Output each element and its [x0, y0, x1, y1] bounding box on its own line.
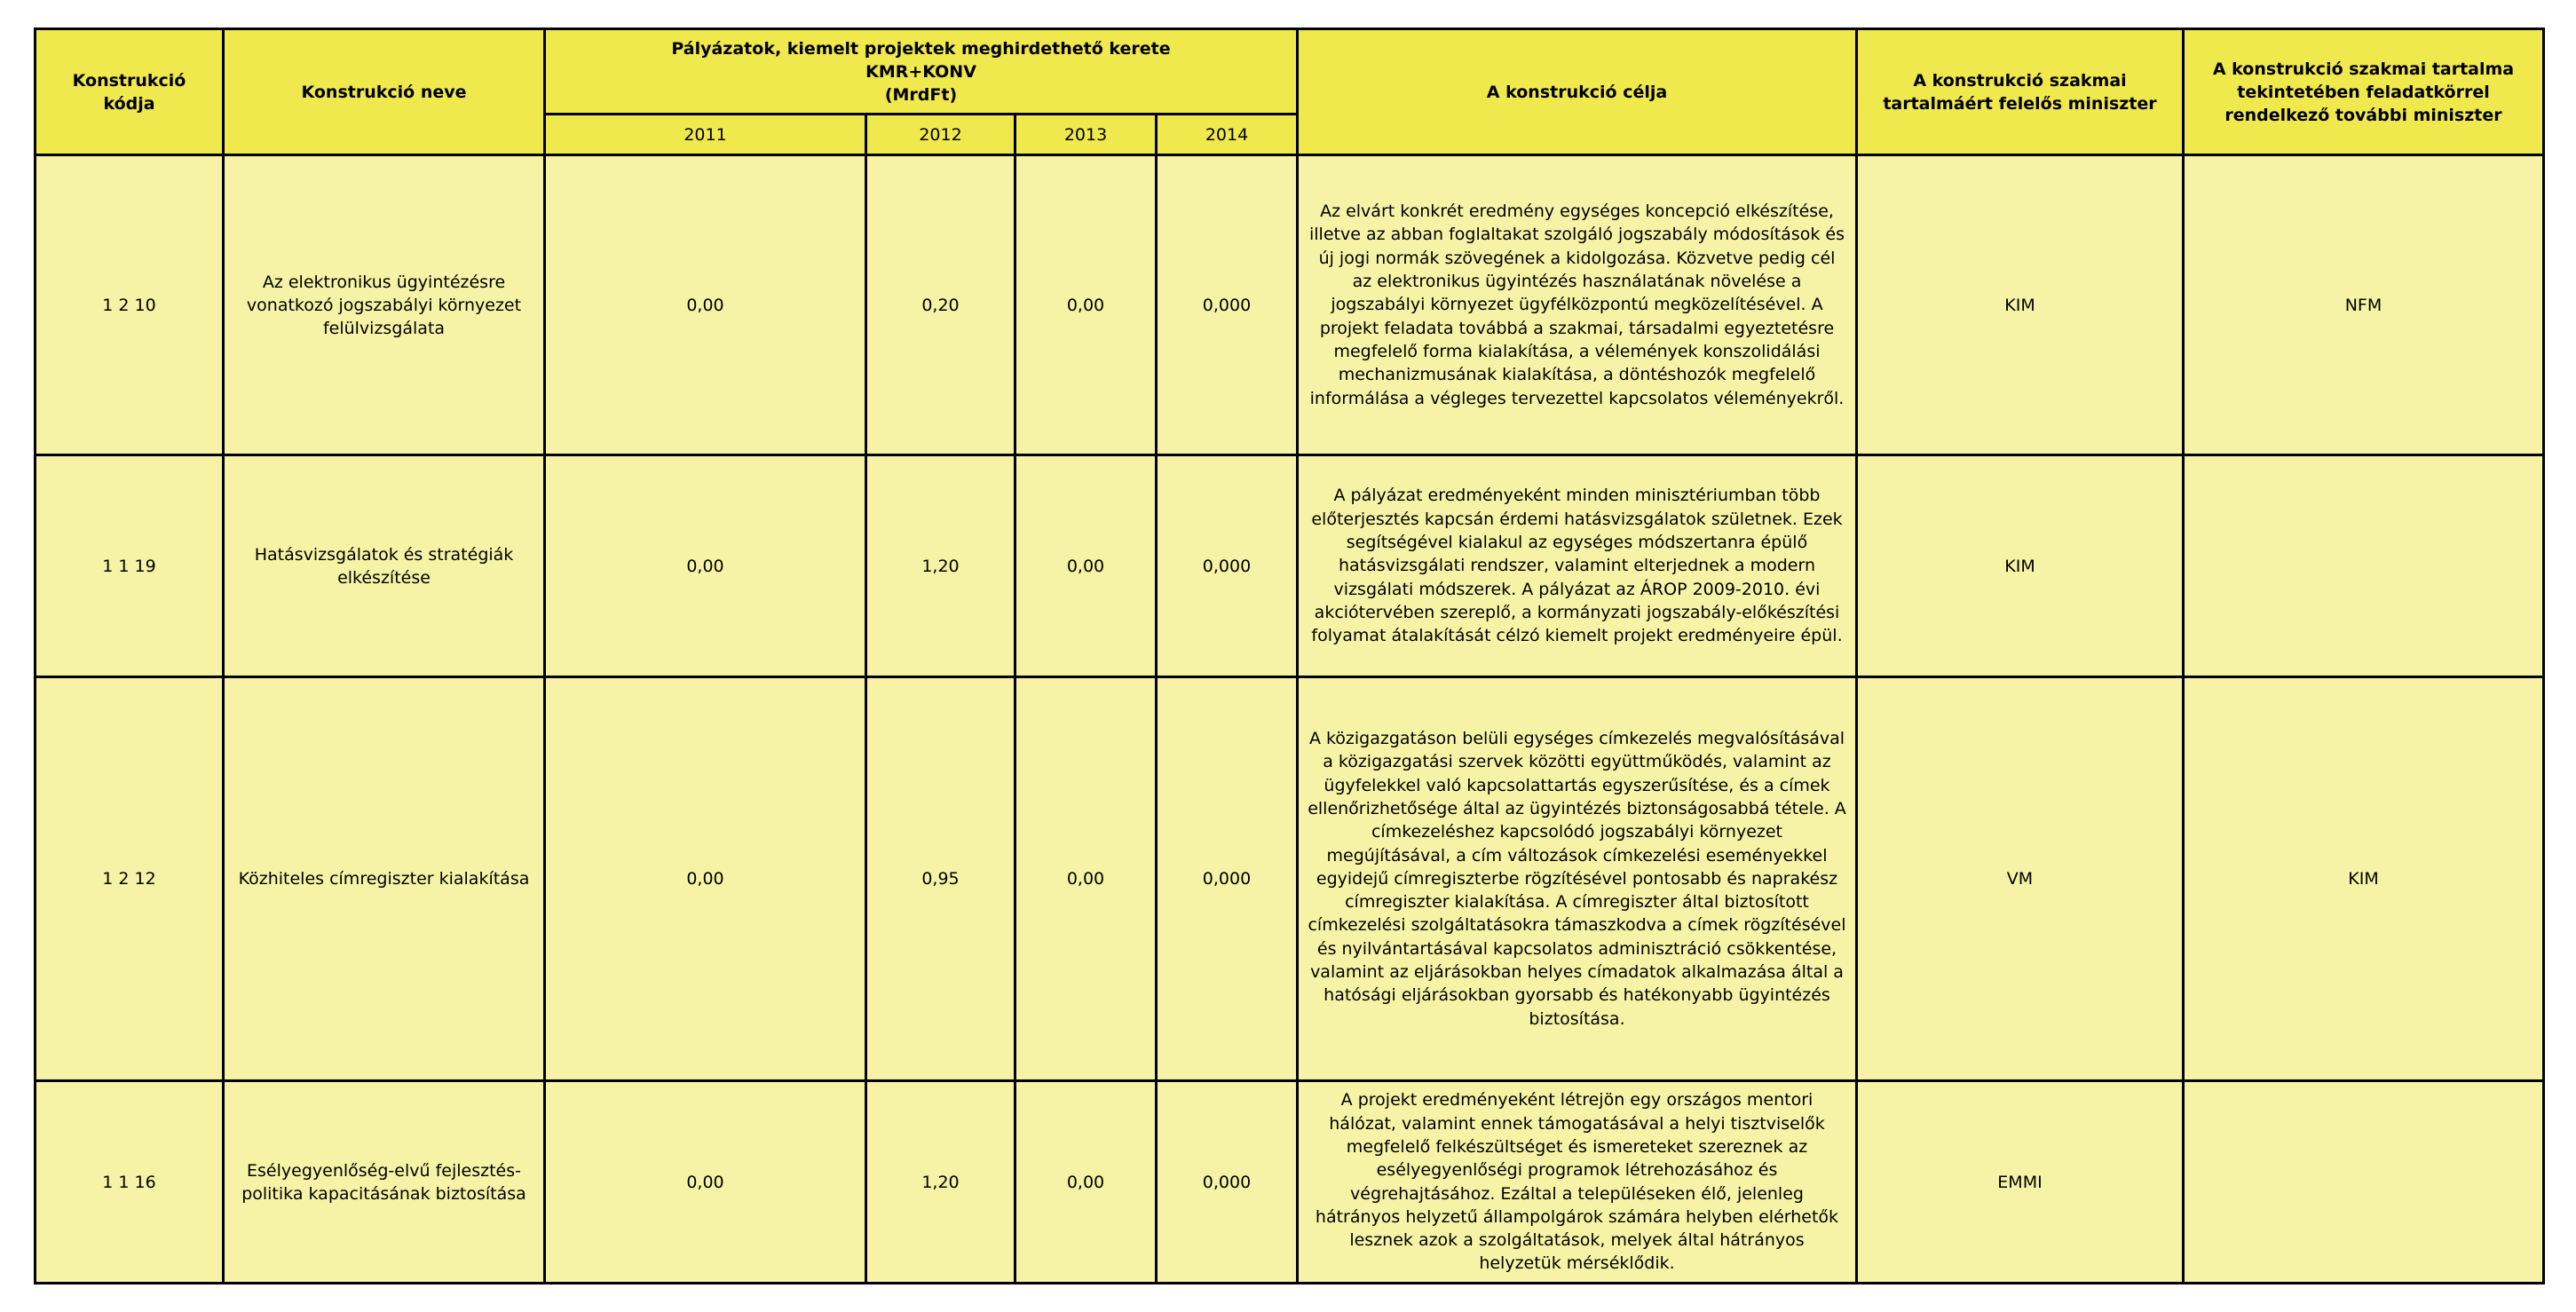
header-other-minister-line: rendelkező további miniszter [2224, 105, 2502, 125]
row-goal-line: az elektronikus ügyintézés használatának növelése a [1352, 272, 1802, 292]
row-name [224, 677, 545, 1081]
row-name-line: Hatásvizsgálatok és stratégiák [254, 544, 514, 565]
row-goal-line: címkezelési szolgáltatásokra támaszkodva a címek rögzítésével [1308, 915, 1846, 936]
header-year-2012: 2012 [866, 115, 1015, 155]
row-name [224, 455, 545, 677]
header-year-2014: 2014 [1157, 115, 1298, 155]
row-goal-line: előterjesztés kapcsán érdemi hatásvizsgálatok születnek. Ezek [1311, 509, 1843, 529]
construction-table [34, 28, 2545, 1284]
row-goal-line: egyidejű címregiszterbe rögzítésével pontosabb és naprakész [1316, 868, 1838, 889]
row-goal-line: új jogi normák szövegének a kidolgozása. Közvetve pedig cél [1318, 248, 1836, 268]
table-row [36, 155, 2544, 455]
row-goal-line: lesznek azok a szolgáltatások, melyek által hátrányos [1349, 1230, 1805, 1251]
row-other-minister: NFM [2184, 155, 2544, 455]
row-value-2012: 0,95 [866, 677, 1015, 1081]
row-name-line: politika kapacitásának biztosítása [241, 1183, 526, 1204]
row-minister: VM [1857, 677, 2184, 1081]
header-budget-line: Pályázatok, kiemelt projektek meghirdethető kerete [671, 38, 1171, 59]
row-code: 1 2 12 [36, 677, 224, 1081]
row-goal-line: A pályázat eredményeként minden minisztériumban több [1333, 486, 1821, 506]
header-minister [1857, 29, 2184, 155]
row-minister: KIM [1857, 155, 2184, 455]
row-goal [1298, 677, 1857, 1081]
row-minister: EMMI [1857, 1081, 2184, 1284]
row-value-2012: 1,20 [866, 1081, 1015, 1284]
row-code: 1 1 19 [36, 455, 224, 677]
header-year-2011: 2011 [545, 115, 866, 155]
row-goal-line: valamint az eljárásokban helyes címadatok alkalmazása által a [1310, 962, 1844, 983]
row-value-2011: 0,00 [545, 677, 866, 1081]
row-value-2013: 0,00 [1015, 1081, 1157, 1284]
header-budget-line: KMR+KONV [865, 61, 976, 82]
row-goal [1298, 455, 1857, 677]
row-goal-line: segítségével kialakul az egységes módszertanra épülő [1346, 533, 1808, 553]
row-other-minister [2184, 1081, 2544, 1284]
row-goal-line: és nyilvántartásával kapcsolatos adminisztráció csökkentése, [1316, 938, 1837, 959]
row-name-line: elkészítése [337, 567, 431, 588]
row-value-2011: 0,00 [545, 155, 866, 455]
header-name: Konstrukció neve [224, 29, 545, 155]
row-name-line: Közhiteles címregiszter kialakítása [238, 869, 530, 889]
header-minister-line: tartalmáért felelős miniszter [1883, 93, 2157, 114]
row-goal-line: Az elvárt konkrét eredmény egységes koncepció elkészítése, [1320, 202, 1834, 222]
row-name-line: Az elektronikus ügyintézésre [262, 272, 506, 292]
row-goal-line: megfelelő felkészültséget és ismereteket szereznek az [1346, 1136, 1808, 1157]
row-goal-line: akciótervében szereplő, a kormányzati jogszabály-előkészítési [1314, 602, 1840, 622]
row-value-2012: 0,20 [866, 155, 1015, 455]
row-goal [1298, 155, 1857, 455]
row-goal-line: A projekt eredményeként létrejön egy országos mentori [1340, 1090, 1813, 1110]
row-goal-line: vizsgálati módszerek. A pályázat az ÁROP 2009-2010. évi [1333, 579, 1821, 599]
row-other-minister [2184, 455, 2544, 677]
row-goal-line: jogszabályi környezet ügyfélközpontú megközelítésével. A [1331, 295, 1823, 315]
row-value-2014: 0,000 [1157, 155, 1298, 455]
row-value-2012: 1,20 [866, 455, 1015, 677]
row-goal-line: címregiszter kialakítása. A címregiszter által biztosított [1345, 892, 1809, 913]
row-value-2014: 0,000 [1157, 455, 1298, 677]
header-budget-line: (MrdFt) [884, 84, 958, 105]
row-goal-line: A közigazgatáson belüli egységes címkezelés megvalósításával [1308, 729, 1845, 749]
row-name-line: felülvizsgálata [322, 318, 446, 338]
header-code: Konstrukció kódja [36, 29, 224, 155]
header-minister-line: A konstrukció szakmai [1913, 70, 2127, 91]
row-goal-line: hatósági eljárásokban gyorsabb és hatékonyabb ügyintézés [1324, 985, 1830, 1006]
header-year-2013: 2013 [1015, 115, 1157, 155]
row-goal-line: esélyegyenlőségi programok létrehozásához és [1376, 1160, 1778, 1181]
row-name-line: Esélyegyenlőség-elvű fejlesztés- [247, 1160, 521, 1181]
row-goal-line: ügyfelekkel való kapcsolattartás egyszerűsítése, és a címek [1324, 775, 1830, 795]
row-code: 1 1 16 [36, 1081, 224, 1284]
row-goal-line: hatásvizsgálati rendszer, valamint elterjednek a modern [1338, 556, 1816, 576]
row-goal [1298, 1081, 1857, 1284]
row-code: 1 2 10 [36, 155, 224, 455]
header-budget [545, 29, 1298, 115]
row-goal-line: folyamat átalakítását célzó kiemelt projekt eredményeire épül. [1311, 626, 1843, 646]
row-goal-line: ellenőrizhetősége által az ügyintézés biztonságosabbá tétele. A [1308, 798, 1846, 818]
row-goal-line: végrehajtásához. Ezáltal a településeken élő, jelenleg [1350, 1183, 1804, 1204]
row-value-2014: 0,000 [1157, 1081, 1298, 1284]
row-value-2013: 0,00 [1015, 455, 1157, 677]
row-value-2013: 0,00 [1015, 155, 1157, 455]
row-name-line: vonatkozó jogszabályi környezet [246, 295, 522, 315]
row-goal-line: a közigazgatási szervek közötti együttműködés, valamint az [1323, 752, 1831, 772]
row-goal-line: megújításával, a cím változások címkezelési eseményekkel [1326, 845, 1828, 865]
row-minister: KIM [1857, 455, 2184, 677]
row-value-2011: 0,00 [545, 455, 866, 677]
row-goal-line: illetve az abban foglaltakat szolgáló jogszabály módosítások és [1309, 225, 1845, 245]
row-other-minister: KIM [2184, 677, 2544, 1081]
row-value-2011: 0,00 [545, 1081, 866, 1284]
row-goal-line: informálása a végleges tervezettel kapcsolatos véleményekről. [1309, 388, 1845, 408]
table-row [36, 677, 2544, 1081]
header-goal: A konstrukció célja [1298, 29, 1857, 155]
header-other-minister-line: tekintetében feladatkörrel [2237, 82, 2490, 102]
row-goal-line: projekt feladata továbbá a szakmai, társadalmi egyeztetésre [1319, 318, 1835, 338]
row-goal-line: mechanizmusának kialakítása, a döntéshozók megfelelő [1338, 365, 1816, 385]
row-name [224, 155, 545, 455]
row-goal-line: megfelelő forma kialakítása, a vélemények konszolidálási [1333, 341, 1821, 361]
row-goal-line: hálózat, valamint ennek támogatásával a helyi tisztviselők [1329, 1113, 1825, 1134]
row-goal-line: címkezeléshez kapcsolódó jogszabályi környezet [1371, 822, 1783, 842]
table-row [36, 455, 2544, 677]
row-goal-line: biztosítása. [1529, 1008, 1625, 1029]
header-other-minister-line: A konstrukció szakmai tartalma [2212, 59, 2515, 79]
header-other-minister [2184, 29, 2544, 155]
row-name [224, 1081, 545, 1284]
row-value-2014: 0,000 [1157, 677, 1298, 1081]
table-row [36, 1081, 2544, 1284]
row-goal-line: helyzetük mérséklődik. [1479, 1253, 1675, 1274]
row-goal-line: hátrányos helyzetű állampolgárok számára helyben elérhetők [1315, 1206, 1839, 1227]
row-value-2013: 0,00 [1015, 677, 1157, 1081]
